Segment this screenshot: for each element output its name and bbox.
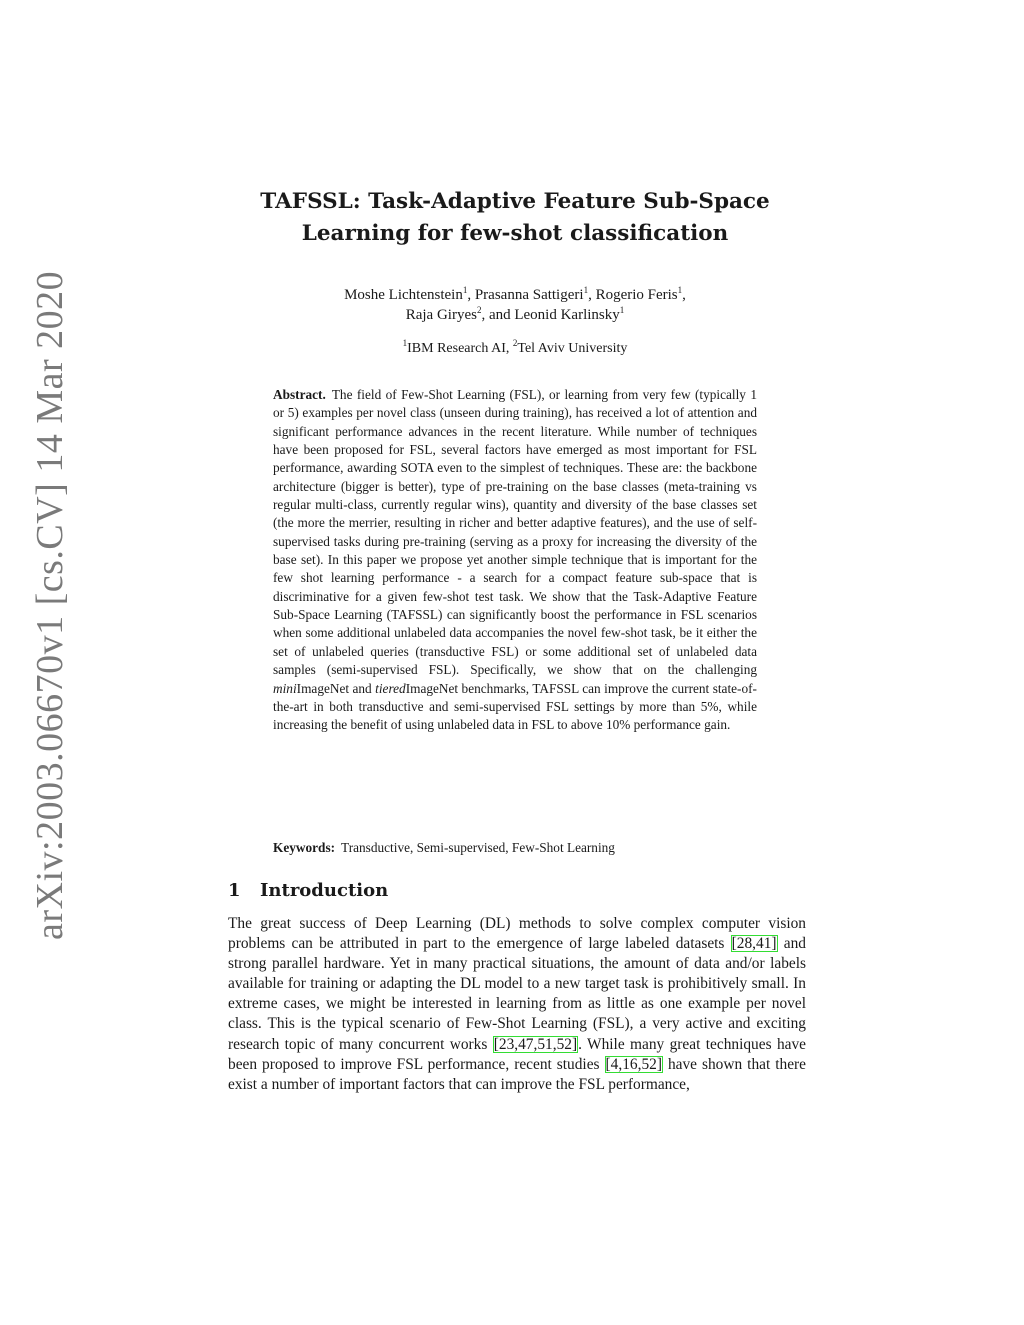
affiliation-name: IBM Research AI, [407,341,513,356]
author-name: , and Leonid Karlinsky [481,307,620,323]
citation-link[interactable]: [28,41] [731,935,777,953]
intro-text: The great success of Deep Learning (DL) methods to solve complex computer vision problems can be attributed in part to the emergence of large labeled datasets [228,915,806,953]
title-line-1: TAFSSL: Task-Adaptive Feature Sub-Space [260,189,770,214]
intro-text: . While many great techniques have been proposed to improve FSL performance, recent studies [228,1035,806,1073]
abstract-label: Abstract. [273,387,326,402]
abstract-text: ImageNet and [296,680,376,696]
affiliation-marker: 1 [583,285,589,295]
introduction-paragraph [228,914,806,1095]
affiliation-marker: 1 [462,285,468,295]
author-name: , Rogerio Feris [588,287,678,303]
keywords-text: Transductive, Semi-supervised, Few-Shot Learning [341,840,615,855]
abstract-text: ImageNet benchmarks, TAFSSL can improve the current state-of-the-art in both transductive and semi-supervised FSL settings by more than 5%, while increasing the benefit of using unlabeled data in FSL to above 10% performance gain. [273,680,757,733]
affiliation-name: Tel Aviv University [517,341,628,356]
abstract-text: The field of Few-Shot Learning (FSL), or learning from very few (typically 1 or 5) examples per novel class (unseen during training), has received a lot of attention and significant performance advances in the recent literature. While number of techniques have been proposed for FSL, several factors have emerged as most important for FSL performance, awarding SOTA even to the simplest of techniques. These are: the backbone architecture (bigger is better), type of pre-training on the base classes (meta-training vs regular multi-class, currently regular wins), quantity and diversity of the base classes set (the more the merrier, resulting in richer and better adaptive features), and the use of self-supervised tasks during pre-training (serving as a proxy for increasing the diversity of the base set). In this paper we propose yet another simple technique that is important for the few shot learning performance - a search for a compact feature sub-space that is discriminative for a given few-shot test task. We show that the Task-Adaptive Feature Sub-Space Learning (TAFSSL) can significantly boost the performance in FSL scenarios when some additional unlabeled data accompanies the novel few-shot task, be it either the set of unlabeled queries (transductive FSL) or some additional set of unlabeled data samples (semi-supervised FSL). Specifically, we show that on the challenging [273,387,757,678]
author-separator: , [682,287,686,303]
section-number: 1 [228,880,241,901]
intro-text: have shown that there exist a number of important factors that can improve the FSL performance, [228,1055,806,1093]
keywords-label: Keywords: [273,840,336,855]
affiliation-marker: 1 [677,285,683,295]
affiliation-marker: 2 [476,305,482,315]
section-title: Introduction [260,880,389,901]
paper-title [200,186,830,250]
affiliation-marker: 2 [512,338,518,348]
author-name: , Prasanna Sattigeri [467,287,584,303]
abstract [273,386,757,735]
intro-text: and strong parallel hardware. Yet in many practical situations, the amount of data and/or labels available for training or adapting the DL model to a new target task is prohibitively small. In extreme cases, we might be interested in learning from as little as one example per novel class. This is the typical scenario of Few-Shot Learning (FSL), a very active and exciting research topic of many concurrent works [228,935,807,1053]
abstract-italic-mini: mini [273,680,297,696]
citation-link[interactable]: [4,16,52] [605,1055,662,1073]
affiliation-marker: 1 [402,338,408,348]
section-heading-introduction [228,879,808,903]
arxiv-identifier: arXiv:2003.06670v1 [cs.CV] 14 Mar 2020 [29,270,71,940]
author-list [220,285,810,325]
author-name: Moshe Lichtenstein [344,287,463,303]
citation-link[interactable]: [23,47,51,52] [493,1035,578,1053]
keywords [273,839,757,857]
abstract-italic-tiered: tiered [375,680,406,696]
title-line-2: Learning for few-shot classification [301,221,729,246]
author-name: Raja Giryes [405,307,477,323]
affiliation-marker: 1 [619,305,625,315]
affiliations [220,340,810,358]
